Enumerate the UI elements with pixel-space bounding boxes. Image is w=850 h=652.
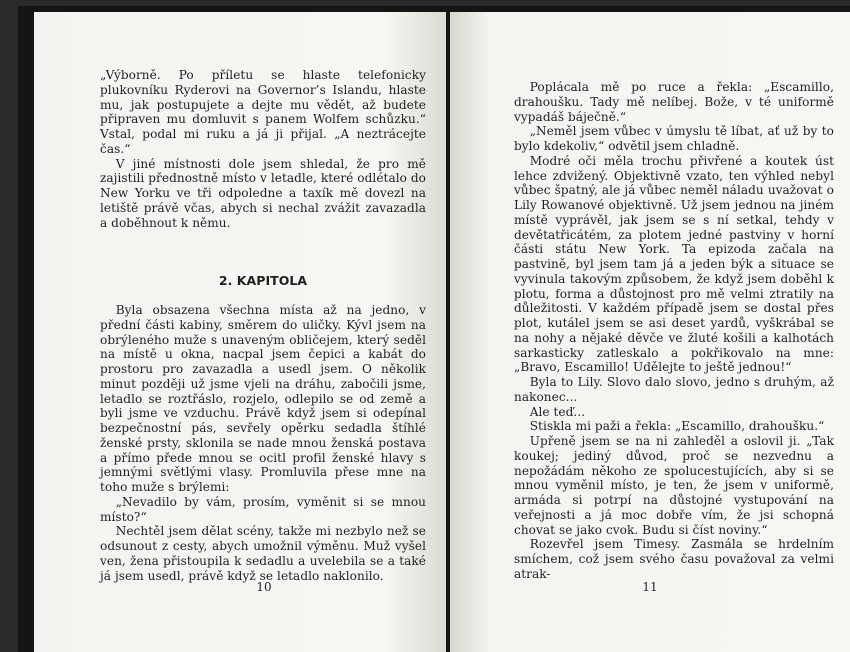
chapter-heading: 2. KAPITOLA	[218, 273, 308, 289]
paragraph: Nechtěl jsem dělat scény, takže mi nezbylo než se odsunout z cesty, abych umožnil výměnu. Muž vyšel ven, žena přistoupila k sedadlu a uvelebila se a také já jsem usedl, právě když se letadlo naklonilo.	[100, 524, 426, 583]
paragraph: Ale teď...	[529, 404, 586, 419]
paragraph: Byla to Lily. Slovo dalo slovo, jedno s druhým, až nakonec...	[514, 375, 834, 404]
paragraph: Byla obsazena všechna místa až na jedno, v přední části kabiny, směrem do uličky. Kývl jsem na obrýleného muže s unaveným obličejem, který seděl na místě u okna, nacpal jsem čepici a kabát do prostoru pro zavazadla a usedl jsem. O několik minut později už jsme vjeli na dráhu, zabočili jsme, letadlo se roztřáslo, rozjelo, odlepilo se od země a byli jsme ve vzduchu. Právě když jsem si odepínal bezpečnostní pás, sevřely opěrku sedadla štíhlé ženské prsty, sklonila se nade mnou ženská postava a přímo přede mnou se ocitl profil ženské hlavy s jemnými světlými vlasy. Promluvila přese mne na toho muže s brýlemi:	[100, 303, 426, 494]
paragraph: Rozevřel jsem Timesy. Zasmála se hrdelním smíchem, což jsem svého času považoval za velmi atrak-	[514, 537, 834, 581]
paragraph: Poplácala mě po ruce a řekla: „Escamillo, drahoušku. Tady mě nelíbej. Bože, v té uniformě vypadáš báječně.“	[514, 80, 834, 124]
paragraph: Stiskla mi paži a řekla: „Escamillo, drahoušku.“	[529, 419, 825, 434]
paragraph: „Neměl jsem vůbec v úmyslu tě líbat, ať už by to bylo kdekoliv,“ odvětil jsem chladně.	[514, 124, 834, 153]
page-number-left: 10	[256, 580, 272, 594]
right-page	[450, 12, 850, 652]
book-spread	[18, 6, 850, 652]
paragraph: Modré oči měla trochu přivřené a koutek úst lehce zdvižený. Objektivně vzato, ten výhled nebyl vůbec špatný, ale já vůbec neměl náladu uvažovat o Lily Rowanové objektivně. Už jsem jednou na jiném místě vyprávěl, jak jsem se s ní setkal, tehdy v devětatřicátém, za plotem jedné pastviny v horní části státu New York. Ta epizoda začala na pastvině, byl jsem tam já a jeden býk a situace se vyvinula takovým způsobem, že když jsem doběhl k plotu, forma a důstojnost pro mě velmi ztratily na důležitosti. V každém případě jsem se dostal přes plot, kutálel jsem se asi deset yardů, vyškrábal se na nohy a nějaké děvče ve žluté košili a kalhotách sarkasticky zatleskalo a pokřikovalo na mne: „Bravo, Escamillo! Udělejte to ještě jednou!“	[514, 153, 834, 375]
right-page-text	[514, 80, 834, 582]
page-number-right: 11	[642, 580, 658, 594]
paragraph: „Výborně. Po příletu se hlaste telefonicky plukovníku Ryderovi na Governor’s Islandu, hlaste mu, jak postupujete a dejte mu vědět, až budete připraven mu domluvit s panem Wolfem schůzku.“ Vstal, podal mi ruku a já ji přijal. „A neztrácejte čas.“	[100, 68, 426, 156]
paragraph: V jiné místnosti dole jsem shledal, že pro mě zajistili přednostně místo v letadle, které odlétalo do New Yorku ve tři odpoledne a taxík mě dovezl na letiště právě včas, abych si nechal zvážit zavazadla a doběhnout k němu.	[100, 156, 426, 230]
paragraph: Upřeně jsem se na ni zahleděl a oslovil ji. „Tak koukej; jediný důvod, proč se nezvednu a nepožádám někoho ze spolucestujících, aby si se mnou vyměnil místo, je ten, že jsem v uniformě, armáda si potrpí na důstojné vystupování na veřejnosti a já moc dobře vím, že jsi schopná chovat se jako cvok. Budu si číst noviny.“	[514, 434, 834, 537]
left-page	[34, 12, 446, 652]
left-page-text	[100, 68, 426, 583]
paragraph: „Nevadilo by vám, prosím, vyměnit si se mnou místo?“	[100, 494, 426, 524]
